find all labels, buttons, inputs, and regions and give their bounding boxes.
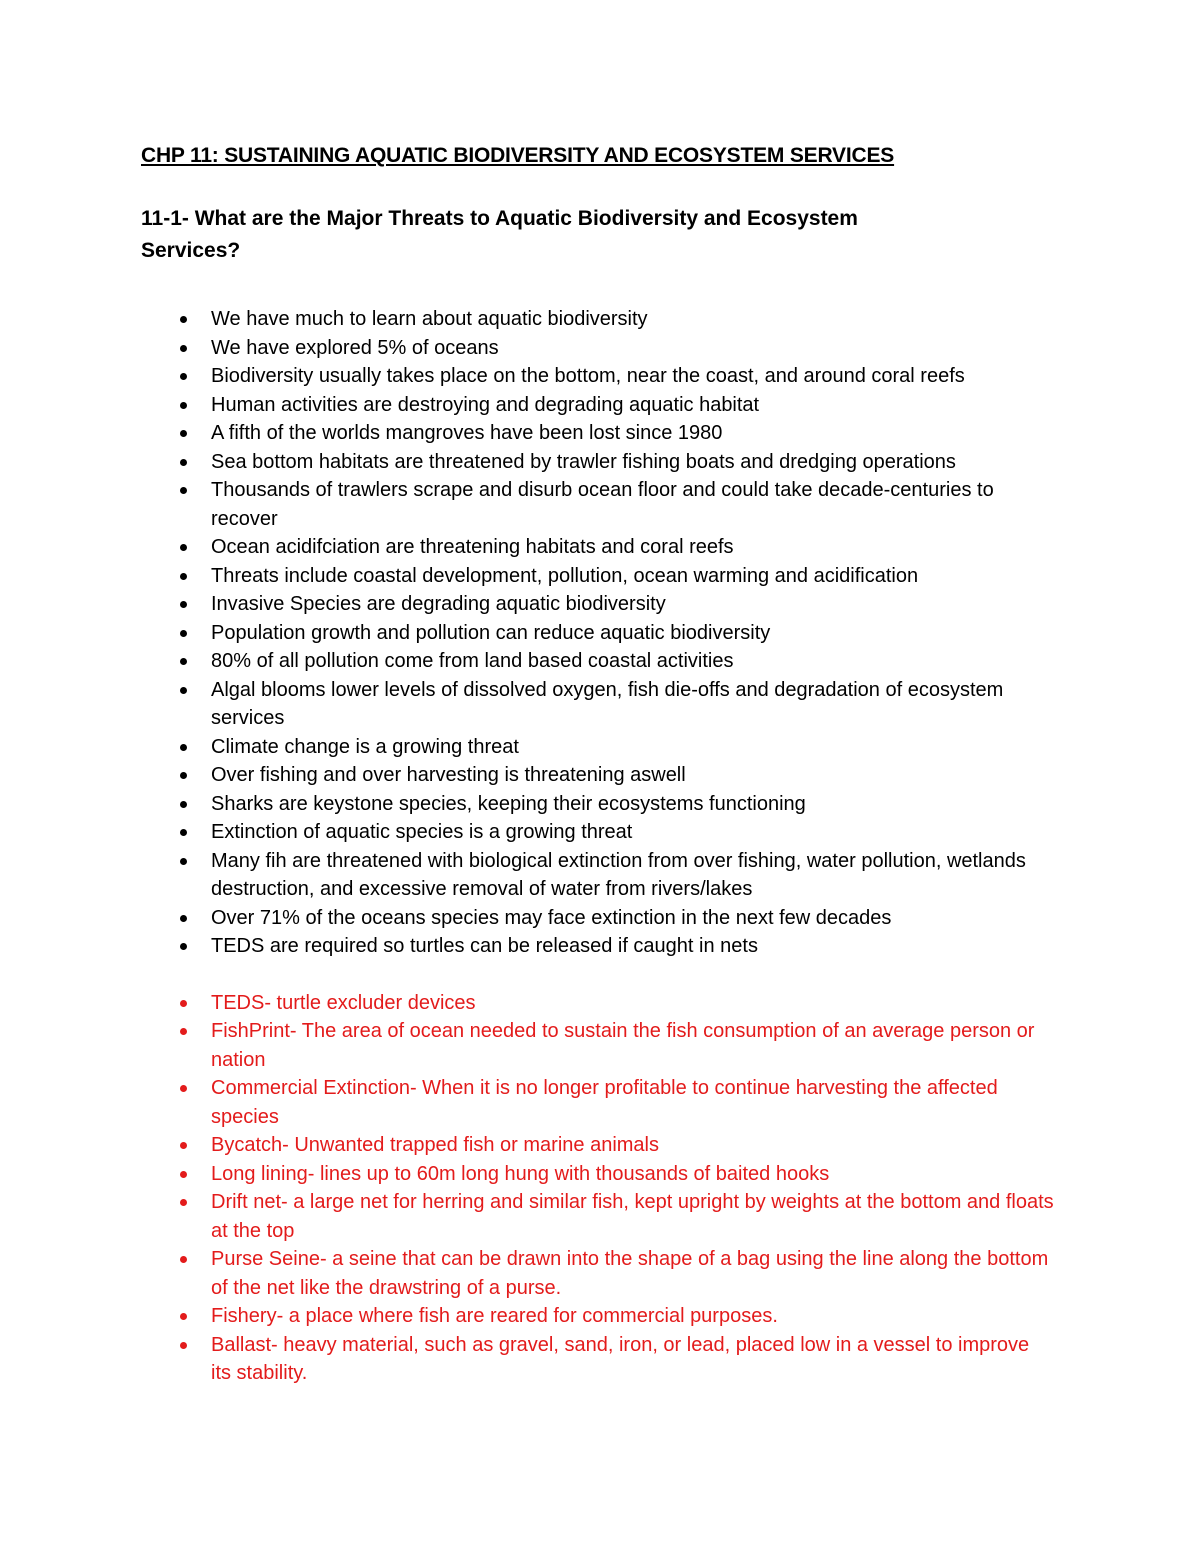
list-item <box>141 818 1054 847</box>
threats-list <box>141 305 1070 961</box>
bullet-dot-icon <box>180 1028 187 1035</box>
list-item <box>141 334 1054 363</box>
list-item <box>141 533 1054 562</box>
list-item-text: Over fishing and over harvesting is threatening aswell <box>211 764 686 786</box>
list-item-text: Over 71% of the oceans species may face extinction in the next few decades <box>211 906 892 929</box>
definition-text: Drift net- a large net for herring and similar fish, kept upright by weights at the bottom and floats at the top <box>211 1191 1054 1242</box>
definition-text: Purse Seine- a seine that can be drawn into the shape of a bag using the line along the bottom of the net like the drawstring of a purse. <box>211 1248 1049 1299</box>
list-item-text: Thousands of trawlers scrape and disurb ocean floor and could take decade-centuries to recover <box>211 479 994 530</box>
list-item <box>141 562 1054 591</box>
bullet-dot-icon <box>180 544 187 551</box>
bullet-dot-icon <box>180 772 187 779</box>
bullet-dot-icon <box>180 687 187 694</box>
definition-item <box>141 1074 1054 1131</box>
list-item-text: Human activities are destroying and degrading aquatic habitat <box>211 393 760 416</box>
bullet-dot-icon <box>180 1313 187 1320</box>
definition-text: Long lining- lines up to 60m long hung with thousands of baited hooks <box>211 1162 830 1185</box>
list-item-text: Algal blooms lower levels of dissolved oxygen, fish die-offs and degradation of ecosystem services <box>211 678 1004 729</box>
definition-item <box>141 1160 1054 1189</box>
bullet-dot-icon <box>180 316 187 323</box>
list-item <box>141 847 1054 904</box>
bullet-dot-icon <box>180 601 187 608</box>
bullet-dot-icon <box>180 829 187 836</box>
list-item <box>141 448 1054 477</box>
section-heading: 11-1- What are the Major Threats to Aquatic Biodiversity and Ecosystem Services? <box>141 207 858 262</box>
definition-item <box>141 1245 1054 1302</box>
list-item <box>141 476 1054 533</box>
definition-text: Commercial Extinction- When it is no longer profitable to continue harvesting the affected species <box>211 1077 998 1128</box>
bullet-dot-icon <box>180 1342 187 1349</box>
bullet-dot-icon <box>180 459 187 466</box>
list-item <box>141 305 1054 334</box>
list-item <box>141 761 1054 790</box>
bullet-dot-icon <box>180 1142 187 1149</box>
bullet-dot-icon <box>180 345 187 352</box>
bullet-dot-icon <box>180 1256 187 1263</box>
bullet-dot-icon <box>180 1085 187 1092</box>
list-item <box>141 790 1054 819</box>
definition-text: Fishery- a place where fish are reared for commercial purposes. <box>211 1305 778 1327</box>
list-item-text: Extinction of aquatic species is a growing threat <box>211 821 633 843</box>
bullet-dot-icon <box>180 744 187 751</box>
list-item <box>141 619 1054 648</box>
definition-item <box>141 1131 1054 1160</box>
bullet-dot-icon <box>180 1199 187 1206</box>
bullet-dot-icon <box>180 402 187 409</box>
list-item-text: Sharks are keystone species, keeping their ecosystems functioning <box>211 792 806 815</box>
list-item-text: TEDS are required so turtles can be released if caught in nets <box>211 935 758 957</box>
bullet-dot-icon <box>180 943 187 950</box>
definition-item <box>141 1302 1054 1331</box>
list-item-text: Ocean acidifciation are threatening habitats and coral reefs <box>211 536 734 558</box>
bullet-dot-icon <box>180 801 187 808</box>
list-item <box>141 733 1054 762</box>
bullet-dot-icon <box>180 915 187 922</box>
definition-text: FishPrint- The area of ocean needed to sustain the fish consumption of an average person or nation <box>211 1020 1035 1071</box>
definition-text: Ballast- heavy material, such as gravel, sand, iron, or lead, placed low in a vessel to improve its stability. <box>211 1333 1030 1384</box>
bullet-dot-icon <box>180 1171 187 1178</box>
list-item-text: Many fih are threatened with biological extinction from over fishing, water pollution, wetlands destruction, and excessive removal of water from rivers/lakes <box>211 849 1026 900</box>
definition-text: TEDS- turtle excluder devices <box>211 991 476 1014</box>
bullet-dot-icon <box>180 373 187 380</box>
list-item-text: Sea bottom habitats are threatened by trawler fishing boats and dredging operations <box>211 450 956 473</box>
bullet-dot-icon <box>180 1000 187 1007</box>
bullet-dot-icon <box>180 487 187 494</box>
list-item-text: Climate change is a growing threat <box>211 735 519 758</box>
list-item-text: We have explored 5% of oceans <box>211 336 499 359</box>
list-item <box>141 932 1054 961</box>
list-item-text: Invasive Species are degrading aquatic biodiversity <box>211 593 666 615</box>
definition-item <box>141 989 1054 1018</box>
chapter-title: CHP 11: SUSTAINING AQUATIC BIODIVERSITY AND ECOSYSTEM SERVICES <box>141 144 895 167</box>
definition-item <box>141 1188 1054 1245</box>
list-item <box>141 647 1054 676</box>
definition-item <box>141 1017 1054 1074</box>
definitions-list <box>141 989 1070 1388</box>
list-item-text: We have much to learn about aquatic biodiversity <box>211 308 648 330</box>
list-item <box>141 419 1054 448</box>
list-item <box>141 590 1054 619</box>
list-item <box>141 904 1054 933</box>
bullet-dot-icon <box>180 858 187 865</box>
list-item-text: Threats include coastal development, pollution, ocean warming and acidification <box>211 564 919 587</box>
bullet-dot-icon <box>180 573 187 580</box>
definition-text: Bycatch- Unwanted trapped fish or marine animals <box>211 1134 659 1156</box>
definition-item <box>141 1331 1054 1388</box>
list-item <box>141 362 1054 391</box>
bullet-dot-icon <box>180 430 187 437</box>
list-item-text: A fifth of the worlds mangroves have been lost since 1980 <box>211 422 723 444</box>
bullet-dot-icon <box>180 658 187 665</box>
list-item <box>141 676 1054 733</box>
bullet-dot-icon <box>180 630 187 637</box>
list-item-text: Biodiversity usually takes place on the bottom, near the coast, and around coral reefs <box>211 365 965 387</box>
list-item <box>141 391 1054 420</box>
list-item-text: Population growth and pollution can reduce aquatic biodiversity <box>211 621 771 644</box>
list-item-text: 80% of all pollution come from land based coastal activities <box>211 650 734 672</box>
